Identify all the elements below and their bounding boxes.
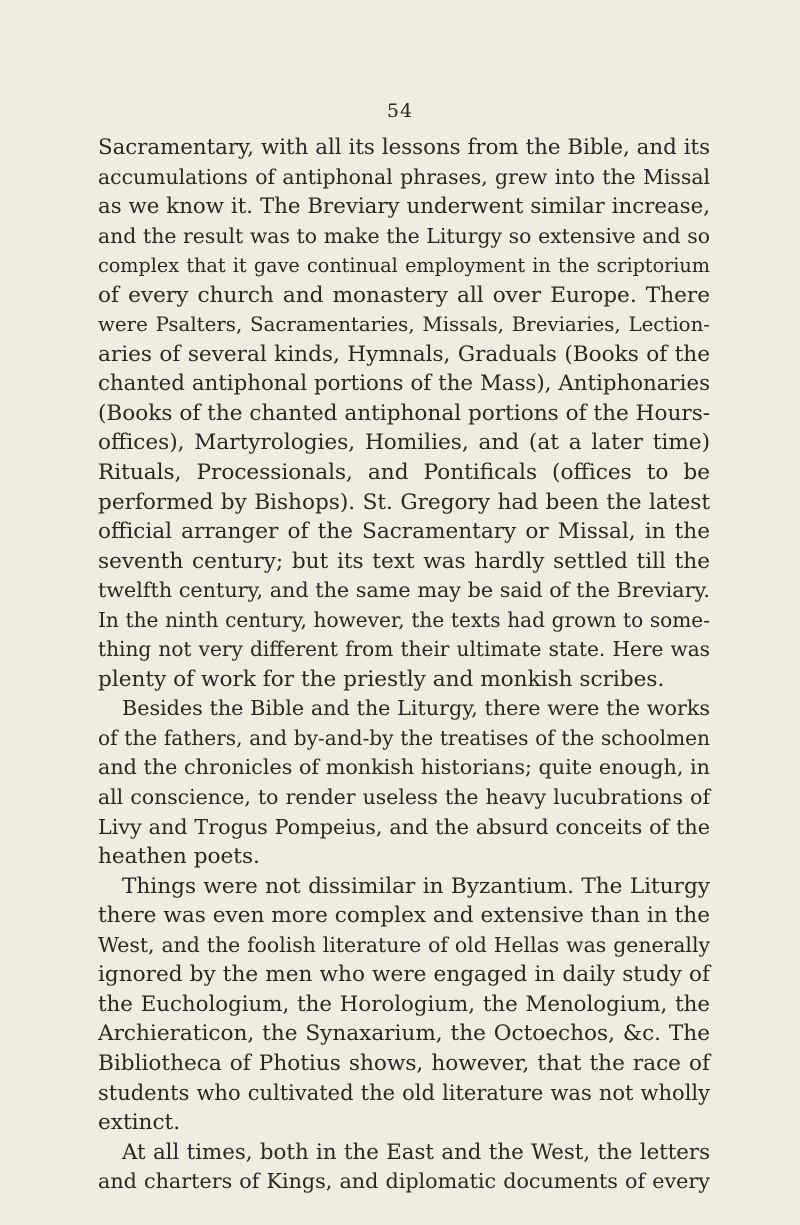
- text-line: as we know it. The Breviary underwent similar increase,: [98, 194, 710, 220]
- text-line: West, and the foolish literature of old Hellas was generally: [98, 932, 710, 957]
- text-line: chanted antiphonal portions of the Mass), Antiphonaries: [98, 371, 710, 397]
- text-line: seventh century; but its text was hardly settled till the: [98, 548, 710, 574]
- text-line: offices), Martyrologies, Homilies, and (at a later time): [98, 430, 710, 456]
- text-line: Rituals, Processionals, and Pontificals (offices to be: [98, 460, 710, 486]
- text-line: of every church and monastery all over Europe. There: [98, 282, 710, 308]
- text-line: and the result was to make the Liturgy so extensive and so: [98, 223, 710, 248]
- text-line: accumulations of antiphonal phrases, grew into the Missal: [98, 164, 710, 189]
- text-line: aries of several kinds, Hymnals, Graduals (Books of the: [98, 341, 710, 367]
- text-line: Livy and Trogus Pompeius, and the absurd conceits of the: [98, 814, 710, 839]
- text-line: Bibliotheca of Photius shows, however, that the race of: [98, 1050, 710, 1076]
- text-line: (Books of the chanted antiphonal portions of the Hours-: [98, 400, 711, 426]
- text-line: twelfth century, and the same may be said of the Breviary.: [98, 578, 710, 603]
- text-line: In the ninth century, however, the texts had grown to some-: [98, 607, 710, 632]
- text-line: plenty of work for the priestly and monkish scribes.: [98, 666, 665, 692]
- text-line: At all times, both in the East and the West, the letters: [122, 1139, 710, 1165]
- body-text: [98, 133, 710, 1197]
- page-number: 54: [386, 100, 414, 122]
- text-line: heathen poets.: [98, 844, 260, 870]
- text-line: Things were not dissimilar in Byzantium. The Liturgy: [122, 873, 710, 899]
- text-line: the Euchologium, the Horologium, the Menologium, the: [98, 991, 710, 1017]
- text-line: all conscience, to render useless the heavy lucubrations of: [98, 785, 710, 810]
- text-line: Besides the Bible and the Liturgy, there were the works: [122, 696, 710, 721]
- text-line: official arranger of the Sacramentary or Missal, in the: [98, 519, 710, 545]
- text-line: students who cultivated the old literature was not wholly: [98, 1080, 710, 1105]
- text-line: complex that it gave continual employment in the scriptorium: [98, 254, 710, 278]
- text-line: Archieraticon, the Synaxarium, the Octoechos, &c. The: [98, 1021, 710, 1047]
- text-line: of the fathers, and by-and-by the treatises of the schoolmen: [98, 725, 710, 750]
- text-line: performed by Bishops). St. Gregory had been the latest: [98, 489, 710, 515]
- text-line: thing not very different from their ultimate state. Here was: [98, 637, 710, 662]
- text-line: there was even more complex and extensive than in the: [98, 903, 710, 929]
- text-line: ignored by the men who were engaged in daily study of: [98, 962, 710, 988]
- text-line: and charters of Kings, and diplomatic documents of every: [98, 1169, 710, 1194]
- text-line: were Psalters, Sacramentaries, Missals, Breviaries, Lection-: [98, 313, 710, 337]
- text-line: extinct.: [98, 1110, 181, 1136]
- text-line: and the chronicles of monkish historians; quite enough, in: [98, 755, 710, 780]
- text-line: Sacramentary, with all its lessons from the Bible, and its: [98, 135, 710, 160]
